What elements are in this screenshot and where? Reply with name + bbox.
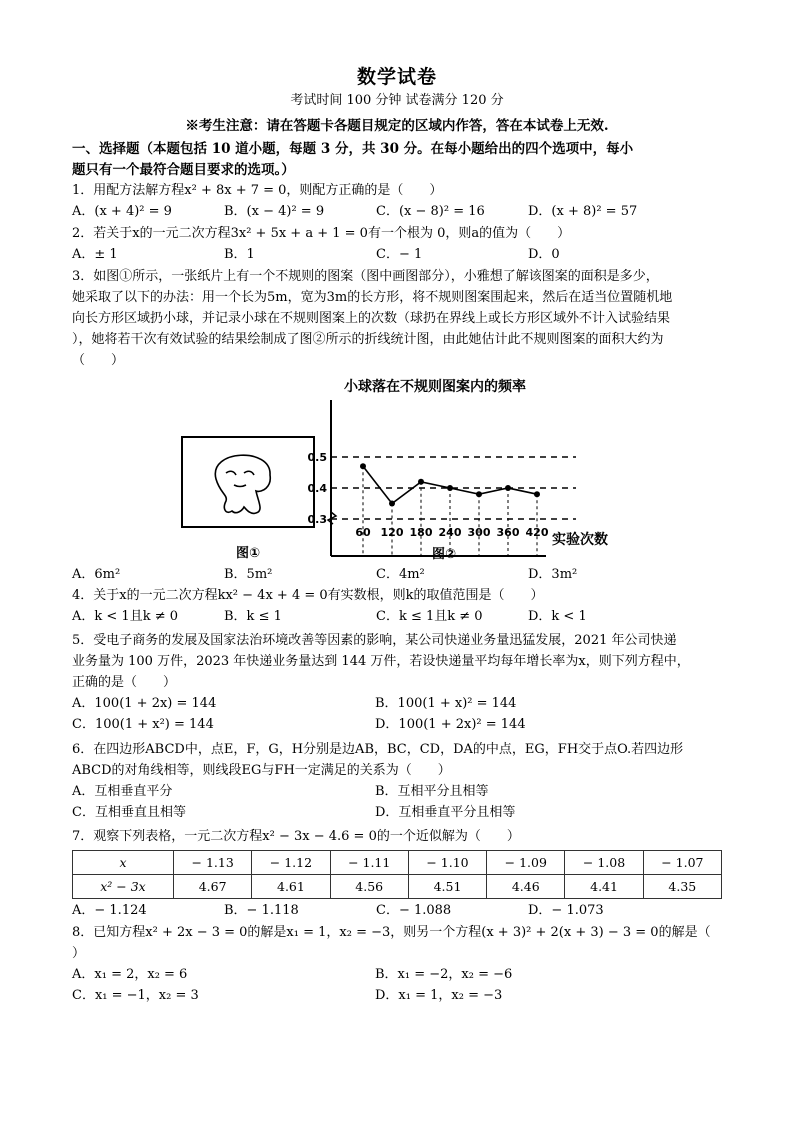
- table-cell: − 1.08: [565, 851, 643, 875]
- table-cell: 4.61: [252, 875, 330, 899]
- table-row: [73, 851, 722, 875]
- table-cell: 4.41: [565, 875, 643, 899]
- table-cell: 4.35: [643, 875, 721, 899]
- question-4: [72, 585, 722, 627]
- option-d: D．− 1.073: [528, 903, 604, 918]
- option-c: C．− 1.088: [376, 903, 452, 918]
- x-tick-label: 360: [496, 526, 520, 539]
- question-1-options: [72, 201, 722, 222]
- question-8: [72, 922, 722, 1006]
- question-8-options-row1: [72, 964, 722, 985]
- question-6-line1: 6．在四边形ABCD中，点E，F，G，H分别是边AB，BC，CD，DA的中点，EG，FH交于点O.若四边形: [72, 742, 684, 757]
- question-4-stem: 4．关于x的一元二次方程kx² − 4x + 4 = 0有实数根，则k的取值范围是（ ）: [72, 588, 544, 603]
- option-b: B．(x − 4)² = 9: [224, 204, 325, 219]
- table-head-cell: x² − 3x: [73, 875, 174, 899]
- y-tick-label: 0.5: [307, 451, 327, 464]
- x-tick-label: 420: [525, 526, 549, 539]
- question-4-options: [72, 606, 722, 627]
- option-a: A．互相垂直平分: [72, 784, 173, 799]
- option-b: B．x₁ = −2，x₂ = −6: [375, 967, 513, 982]
- figure-2-chart: [307, 370, 618, 565]
- table-cell: − 1.11: [330, 851, 408, 875]
- x-tick-label: 120: [380, 526, 404, 539]
- question-3-line3: 向长方形区域扔小球，并记录小球在不规则图案上的次数（球扔在界线上或长方形区域外不计入试验结果: [72, 311, 671, 326]
- x-tick-label: 180: [409, 526, 433, 539]
- table-cell: − 1.12: [252, 851, 330, 875]
- data-point: [389, 501, 395, 507]
- question-7-options: [72, 900, 722, 921]
- option-b: B．100(1 + x)² = 144: [375, 696, 517, 711]
- question-7-stem: 7．观察下列表格，一元二次方程x² − 3x − 4.6 = 0的一个近似解为（ ）: [72, 829, 520, 844]
- question-5-line1: 5．受电子商务的发展及国家法治环境改善等因素的影响，某公司快递业务量迅猛发展，2021 年公司快递: [72, 633, 677, 648]
- x-axis-label: 实验次数: [552, 532, 608, 548]
- exam-info: 考试时间 100 分钟 试卷满分 120 分: [290, 93, 504, 108]
- data-point: [476, 491, 482, 497]
- x-tick-label: 60: [355, 526, 371, 539]
- question-6-options-row1: [72, 781, 722, 802]
- question-5: [72, 630, 722, 735]
- option-b: B．1: [224, 247, 255, 262]
- data-point: [505, 485, 511, 491]
- y-tick-label: 0.4: [307, 482, 327, 495]
- option-b: B．k ≤ 1: [224, 609, 282, 624]
- table-cell: 4.56: [330, 875, 408, 899]
- option-b: B．互相平分且相等: [375, 784, 489, 799]
- option-d: D．k < 1: [528, 609, 587, 624]
- table-row: [73, 875, 722, 899]
- exam-notice: ※考生注意：请在答题卡各题目规定的区域内作答，答在本试卷上无效.: [185, 118, 609, 134]
- option-c: C．x₁ = −1，x₂ = 3: [72, 988, 199, 1003]
- option-c: C．100(1 + x²) = 144: [72, 717, 214, 732]
- option-a: A．100(1 + 2x) = 144: [72, 696, 217, 711]
- option-a: A．x₁ = 2，x₂ = 6: [72, 967, 188, 982]
- question-1-stem: 1．用配方法解方程x² + 8x + 7 = 0，则配方正确的是（ ）: [72, 183, 443, 198]
- option-a: A．− 1.124: [72, 903, 147, 918]
- table-cell: − 1.09: [487, 851, 565, 875]
- question-6-options-row2: [72, 802, 722, 823]
- option-c: C．k ≤ 1且k ≠ 0: [376, 609, 483, 624]
- option-b: B．5m²: [224, 567, 273, 582]
- question-3-line2: 她采取了以下的办法：用一个长为5m，宽为3m的长方形，将不规则图案围起来，然后在适当位置随机地: [72, 290, 673, 305]
- option-c: C．− 1: [376, 247, 423, 262]
- option-d: D．3m²: [528, 567, 578, 582]
- question-6: [72, 739, 722, 823]
- question-5-line3: 正确的是（ ）: [72, 675, 177, 690]
- question-3-line4: ），她将若干次有效试验的结果绘制成了图②所示的折线统计图，由此她估计此不规则图案的面积大约为: [72, 332, 664, 347]
- blob-figure: [215, 455, 270, 513]
- figure-2-label: 图②: [432, 547, 457, 562]
- rectangle-frame: [182, 437, 314, 527]
- figure-1-label: 图①: [235, 546, 261, 561]
- question-8-stem: 8．已知方程x² + 2x − 3 = 0的解是x₁ = 1，x₂ = −3，则另一个方程(x + 3)² + 2(x + 3) − 3 = 0的解是（: [72, 925, 711, 940]
- y-tick-label: 0.3: [307, 513, 327, 526]
- option-d: D．互相垂直平分且相等: [375, 805, 516, 820]
- question-7-table: [72, 850, 722, 899]
- series-line: [363, 466, 537, 503]
- option-a: A．± 1: [72, 247, 118, 262]
- table-cell: − 1.13: [174, 851, 252, 875]
- option-b: B．− 1.118: [224, 903, 299, 918]
- question-5-line2: 业务量为 100 万件，2023 年快递业务量达到 144 万件，若设快递量平均每年增长率为x，则下列方程中，: [72, 654, 690, 669]
- question-3-line5: （ ）: [72, 353, 125, 368]
- option-d: D．(x + 8)² = 57: [528, 204, 638, 219]
- question-5-options-row2: [72, 714, 722, 735]
- question-3-options: [72, 564, 722, 585]
- table-cell: − 1.07: [643, 851, 721, 875]
- chart-title: 小球落在不规则图案内的频率: [344, 379, 526, 395]
- section-heading: [72, 139, 722, 181]
- table-head-cell: x: [73, 851, 174, 875]
- option-a: A．k < 1且k ≠ 0: [72, 609, 178, 624]
- option-d: D．100(1 + 2x)² = 144: [375, 717, 526, 732]
- page-title: 数学试卷: [356, 66, 437, 88]
- option-c: C．互相垂直且相等: [72, 805, 186, 820]
- table-cell: 4.67: [174, 875, 252, 899]
- question-2-options: [72, 244, 722, 265]
- option-a: A．(x + 4)² = 9: [72, 204, 172, 219]
- question-8-stem-end: ）: [72, 946, 86, 961]
- question-2: [72, 223, 722, 265]
- data-point: [534, 491, 540, 497]
- data-point: [447, 485, 453, 491]
- x-tick-label: 240: [438, 526, 462, 539]
- option-a: A．6m²: [72, 567, 121, 582]
- question-2-stem: 2．若关于x的一元二次方程3x² + 5x + a + 1 = 0有一个根为 0，则a的值为（ ）: [72, 226, 571, 241]
- section-heading-line1: 一、选择题（本题包括 10 道小题，每题 3 分，共 30 分。在每小题给出的四个选项中，每小: [72, 141, 634, 157]
- section-heading-line2: 题只有一个最符合题目要求的选项。）: [72, 162, 295, 178]
- question-3-line1: 3．如图①所示，一张纸片上有一个不规则的图案（图中画图部分），小雅想了解该图案的面积是多少，: [72, 269, 659, 284]
- x-tick-label: 300: [467, 526, 491, 539]
- table-cell: − 1.10: [408, 851, 486, 875]
- option-d: D．0: [528, 247, 560, 262]
- table-cell: 4.51: [408, 875, 486, 899]
- figure-1: [180, 435, 318, 563]
- question-5-options-row1: [72, 693, 722, 714]
- option-c: C．(x − 8)² = 16: [376, 204, 485, 219]
- option-d: D．x₁ = 1，x₂ = −3: [375, 988, 503, 1003]
- data-point: [418, 479, 424, 485]
- question-6-line2: ABCD的对角线相等，则线段EG与FH一定满足的关系为（ ）: [72, 763, 451, 778]
- question-8-options-row2: [72, 985, 722, 1006]
- data-point: [360, 463, 366, 469]
- table-cell: 4.46: [487, 875, 565, 899]
- option-c: C．4m²: [376, 567, 425, 582]
- question-3: [72, 266, 722, 371]
- question-1: [72, 180, 722, 222]
